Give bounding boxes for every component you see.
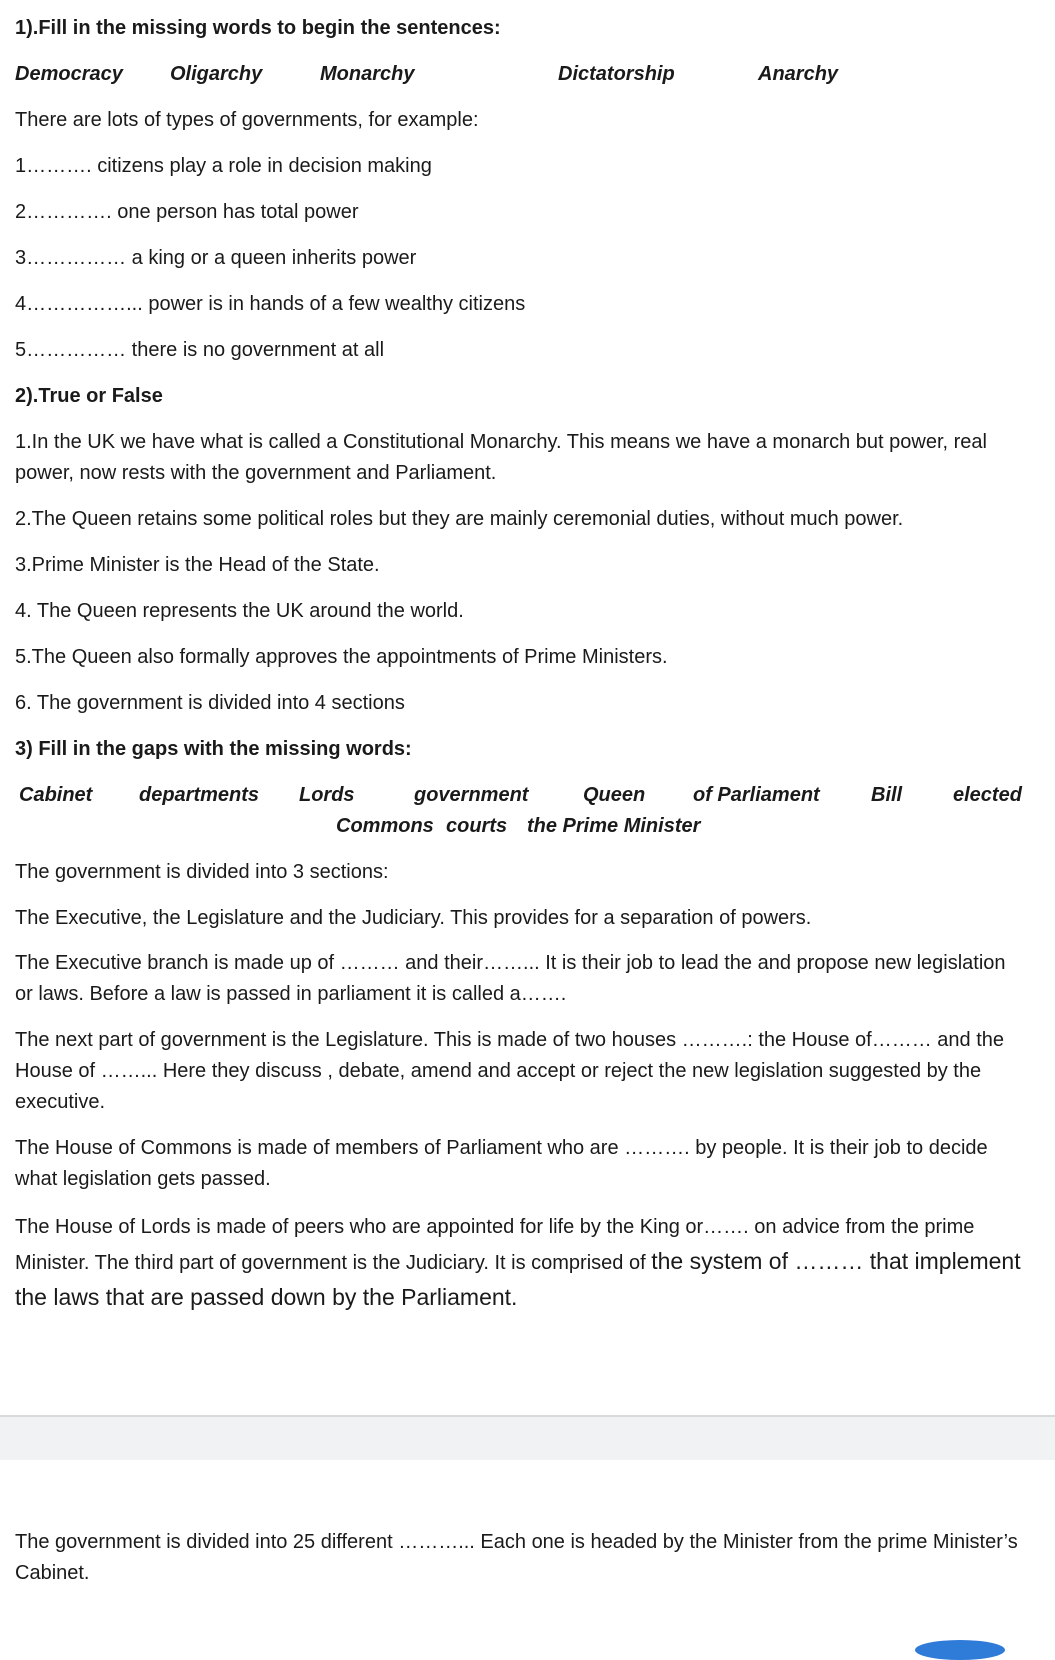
bottom-paragraph: The government is divided into 25 different ………... Each one is headed by the Minister from the prime Minister’s Cabinet.	[15, 1531, 1018, 1584]
paragraph-start: The House of Lords is made of peers who are appointed for life by the King or……. on advice from the prime Minister. The third part of government is the Judiciary. It is comprised of	[15, 1216, 975, 1274]
fill-item: 5…………… there is no government at all	[15, 339, 385, 361]
word-bank-item: of Parliament	[693, 784, 820, 806]
second-page	[0, 1460, 1055, 1646]
partial-button-shape	[915, 1640, 1005, 1660]
true-false-item: 2.The Queen retains some political roles but they are mainly ceremonial duties, without much power.	[15, 508, 904, 530]
section3-paragraph	[15, 1210, 1025, 1316]
fill-item: 4……………... power is in hands of a few wealthy citizens	[15, 293, 526, 315]
section3-paragraph: The House of Commons is made of members of Parliament who are ………. by people. It is their job to decide what legislation gets passed.	[15, 1137, 988, 1190]
word-bank-item: elected	[953, 784, 1022, 806]
word-bank-item: Cabinet	[19, 784, 93, 806]
section3-paragraph: The Executive, the Legislature and the Judiciary. This provides for a separation of powers.	[15, 907, 812, 929]
section3-heading: 3) Fill in the gaps with the missing words:	[15, 738, 412, 760]
word-bank-item: Oligarchy	[170, 63, 263, 85]
word-bank-item: Commons	[336, 815, 434, 837]
fill-item: 1………. citizens play a role in decision making	[15, 155, 432, 177]
word-bank-item: Dictatorship	[558, 63, 675, 85]
section3-paragraph: The next part of government is the Legislature. This is made of two houses ……….: the House of……… and the House of ……... Here they discuss , debate, amend and accept or reject the new legislation suggested by the executive.	[15, 1029, 1005, 1113]
word-bank-item: the Prime Minister	[527, 815, 701, 837]
section2-heading: 2).True or False	[15, 385, 163, 407]
true-false-item: 6. The government is divided into 4 sections	[15, 692, 405, 714]
word-bank-item: Monarchy	[320, 63, 415, 85]
true-false-item: 3.Prime Minister is the Head of the State.	[15, 554, 380, 576]
word-bank-item: Queen	[583, 784, 646, 806]
section3-paragraph: The government is divided into 3 sections:	[15, 861, 389, 883]
page-separator	[0, 1415, 1055, 1462]
fill-item: 3…………… a king or a queen inherits power	[15, 247, 417, 269]
section1-heading: 1).Fill in the missing words to begin the sentences:	[15, 17, 501, 39]
word-bank-item: Anarchy	[758, 63, 839, 85]
word-bank-item: Lords	[299, 784, 355, 806]
fill-item: 2…………. one person has total power	[15, 201, 359, 223]
section3-paragraph: The Executive branch is made up of ……… and their……... It is their job to lead the and propose new legislation or laws. Before a law is passed in parliament it is called a…….	[15, 952, 1006, 1005]
true-false-item: 4. The Queen represents the UK around the world.	[15, 600, 464, 622]
true-false-item: 5.The Queen also formally approves the appointments of Prime Ministers.	[15, 646, 668, 668]
word-bank-item: departments	[139, 784, 260, 806]
word-bank-item: Democracy	[15, 63, 123, 85]
paragraph-end: the system of ……… that implement the laws that are passed down by the Parliament.	[15, 1248, 1021, 1310]
true-false-item: 1.In the UK we have what is called a Constitutional Monarchy. This means we have a monarch but power, real power, now rests with the government and Parliament.	[15, 431, 987, 484]
word-bank-item: Bill	[871, 784, 903, 806]
word-bank-item: courts	[446, 815, 508, 837]
section1-intro: There are lots of types of governments, for example:	[15, 109, 479, 131]
word-bank-item: government	[414, 784, 529, 806]
